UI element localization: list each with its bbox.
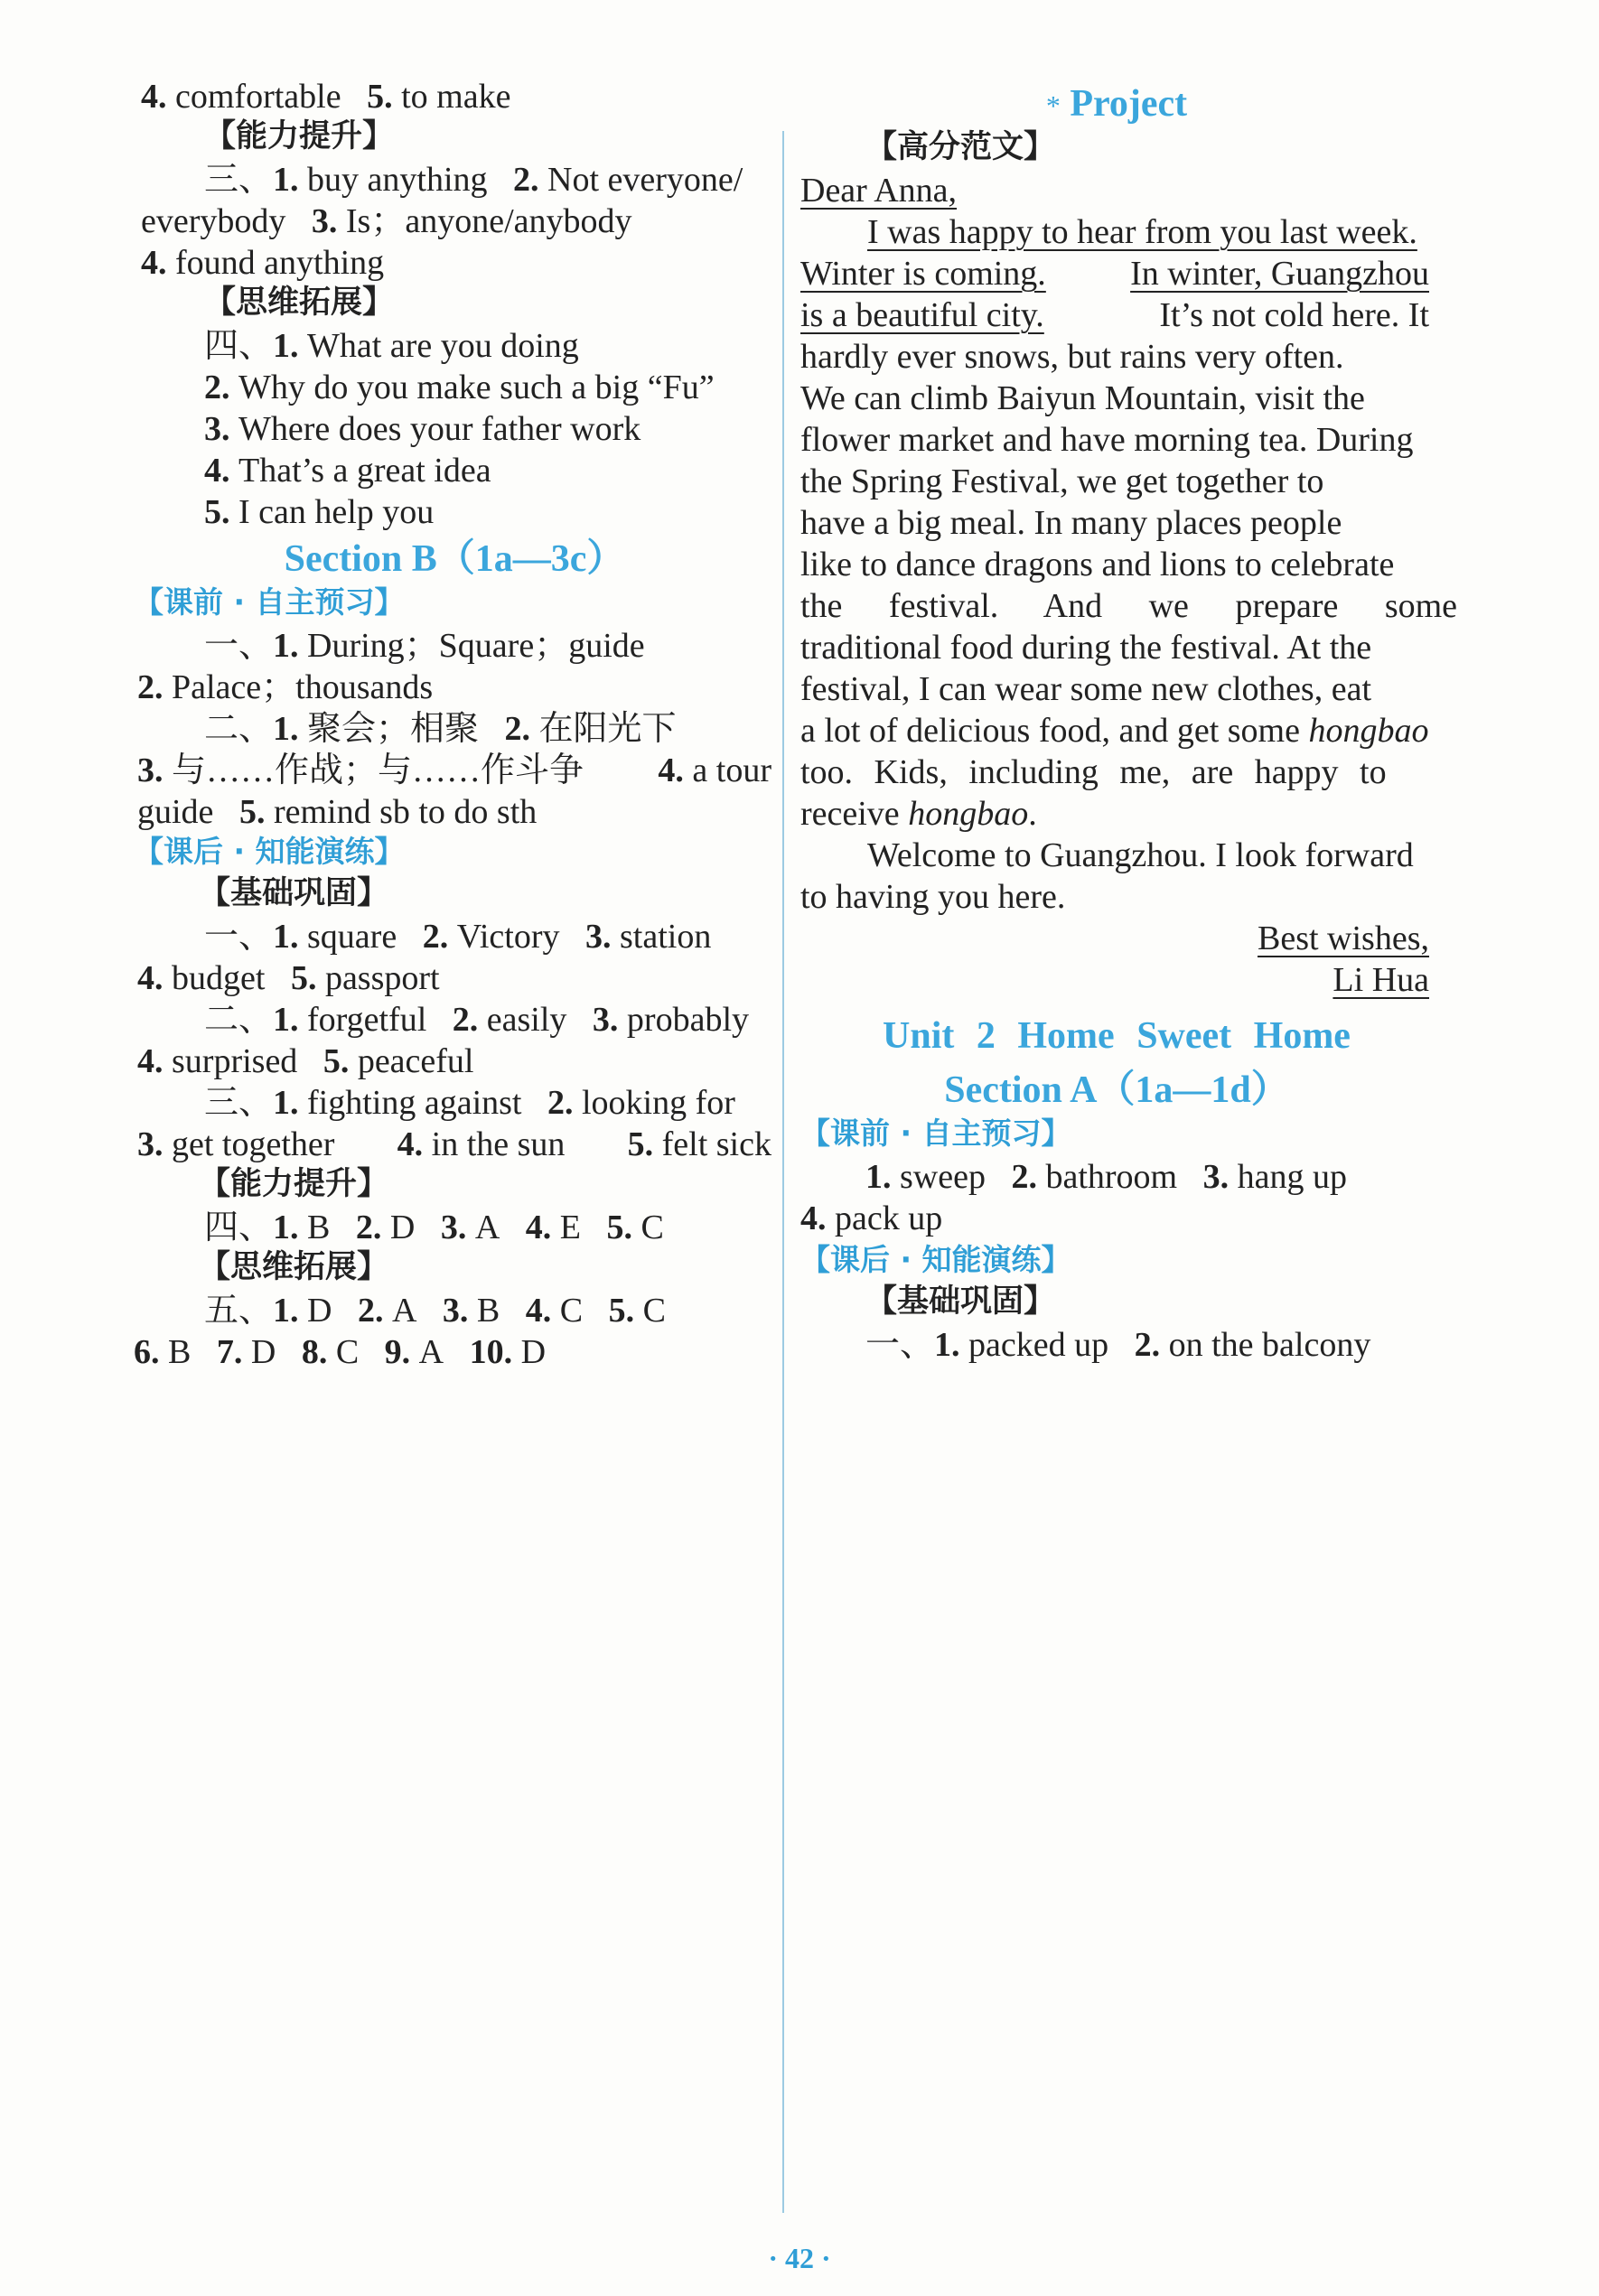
answer-line: 1. sweep 2. bathroom 3. hang up xyxy=(865,1158,1347,1196)
answer-line: 5. I can help you xyxy=(204,493,435,531)
answer-line: 四、1. B 2. D 3. A 4. E 5. C xyxy=(204,1209,664,1246)
answer-line: 4. pack up xyxy=(800,1199,943,1237)
essay-line: have a big meal. In many places people xyxy=(800,504,1342,542)
answer-line: 二、1. 聚会；相聚 2. 在阳光下 xyxy=(204,710,677,748)
project-title: * Project xyxy=(1045,83,1188,125)
unit-title: Unit 2 Home Sweet Home xyxy=(883,1015,1351,1057)
essay-line: traditional food during the festival. At the xyxy=(800,629,1372,667)
section-a-title: Section A（1a—1d） xyxy=(944,1069,1289,1111)
heading-jichu: 【基础巩固】 xyxy=(199,875,389,911)
column-divider xyxy=(782,131,784,2213)
tag-before-class: 【课前 · 自主预习】 xyxy=(800,1115,1071,1151)
answer-line: 四、1. What are you doing xyxy=(204,327,579,365)
section-b-title: Section B（1a—3c） xyxy=(284,538,625,580)
essay-line: the Spring Festival, we get together to xyxy=(800,462,1324,500)
answer-line: 4. comfortable 5. to make xyxy=(141,78,511,116)
tag-after-class: 【课后 · 知能演练】 xyxy=(800,1242,1071,1277)
essay-line: Welcome to Guangzhou. I look forward xyxy=(867,836,1414,874)
answer-line: 4. That’s a great idea xyxy=(204,452,491,490)
answer-line: 一、1. packed up 2. on the balcony xyxy=(865,1326,1371,1364)
answer-line: 4. budget 5. passport xyxy=(137,959,440,997)
essay-line: like to dance dragons and lions to celebrate xyxy=(800,546,1395,583)
answer-line: 4. surprised 5. peaceful xyxy=(137,1042,474,1080)
answer-line: 6. B 7. D 8. C 9. A 10. D xyxy=(134,1333,547,1371)
page-number: · 42 · xyxy=(768,2242,831,2274)
answer-line: 4. found anything xyxy=(141,244,385,282)
answer-line: 二、1. forgetful 2. easily 3. probably xyxy=(204,1001,749,1039)
essay-line: to having you here. xyxy=(800,878,1066,916)
answer-line: 3. get together 4. in the sun 5. felt sick xyxy=(137,1125,771,1163)
essay-line: is a beautiful city. It’s not cold here. It xyxy=(800,296,1429,334)
essay-line: the festival. And we prepare some xyxy=(800,587,1458,625)
essay-line: Winter is coming. In winter, Guangzhou xyxy=(800,255,1429,293)
heading-nengli: 【能力提升】 xyxy=(204,118,395,154)
essay-line: I was happy to hear from you last week. xyxy=(867,213,1417,251)
heading-siwei: 【思维拓展】 xyxy=(199,1249,389,1285)
answer-line: 一、1. During；Square；guide xyxy=(204,627,645,665)
answer-line: guide 5. remind sb to do sth xyxy=(137,793,538,831)
signature: Li Hua xyxy=(1332,961,1429,999)
heading-jichu: 【基础巩固】 xyxy=(865,1283,1056,1320)
essay-line: We can climb Baiyun Mountain, visit the xyxy=(800,379,1365,417)
essay-line: a lot of delicious food, and get some hongbao xyxy=(800,712,1429,750)
essay-line: receive hongbao. xyxy=(800,795,1037,833)
heading-gaofen: 【高分范文】 xyxy=(865,129,1056,165)
salutation: Dear Anna, xyxy=(800,172,958,210)
answer-line: 一、1. square 2. Victory 3. station xyxy=(204,918,712,956)
answer-line: 三、1. fighting against 2. looking for xyxy=(204,1084,735,1122)
tag-after-class: 【课后 · 知能演练】 xyxy=(134,834,405,869)
heading-siwei: 【思维拓展】 xyxy=(204,285,395,321)
tag-before-class: 【课前 · 自主预习】 xyxy=(134,584,405,620)
answer-line: 3. 与……作战；与……作斗争 4. a tour xyxy=(137,751,771,789)
answer-line: 2. Why do you make such a big “Fu” xyxy=(204,369,715,406)
star-icon: * xyxy=(1045,89,1061,122)
heading-nengli: 【能力提升】 xyxy=(199,1166,389,1202)
essay-line: festival, I can wear some new clothes, eat xyxy=(800,670,1372,708)
essay-line: hardly ever snows, but rains very often. xyxy=(800,338,1344,376)
answer-line: 三、1. buy anything 2. Not everyone/ xyxy=(204,161,743,199)
answer-line: everybody 3. Is；anyone/anybody xyxy=(141,202,632,240)
essay-line: too. Kids, including me, are happy to xyxy=(800,753,1387,791)
answer-line: 五、1. D 2. A 3. B 4. C 5. C xyxy=(204,1292,666,1330)
answer-line: 2. Palace；thousands xyxy=(137,668,434,706)
essay-line: flower market and have morning tea. During xyxy=(800,421,1414,459)
answer-line: 3. Where does your father work xyxy=(204,410,641,448)
closing: Best wishes, xyxy=(1258,919,1429,957)
